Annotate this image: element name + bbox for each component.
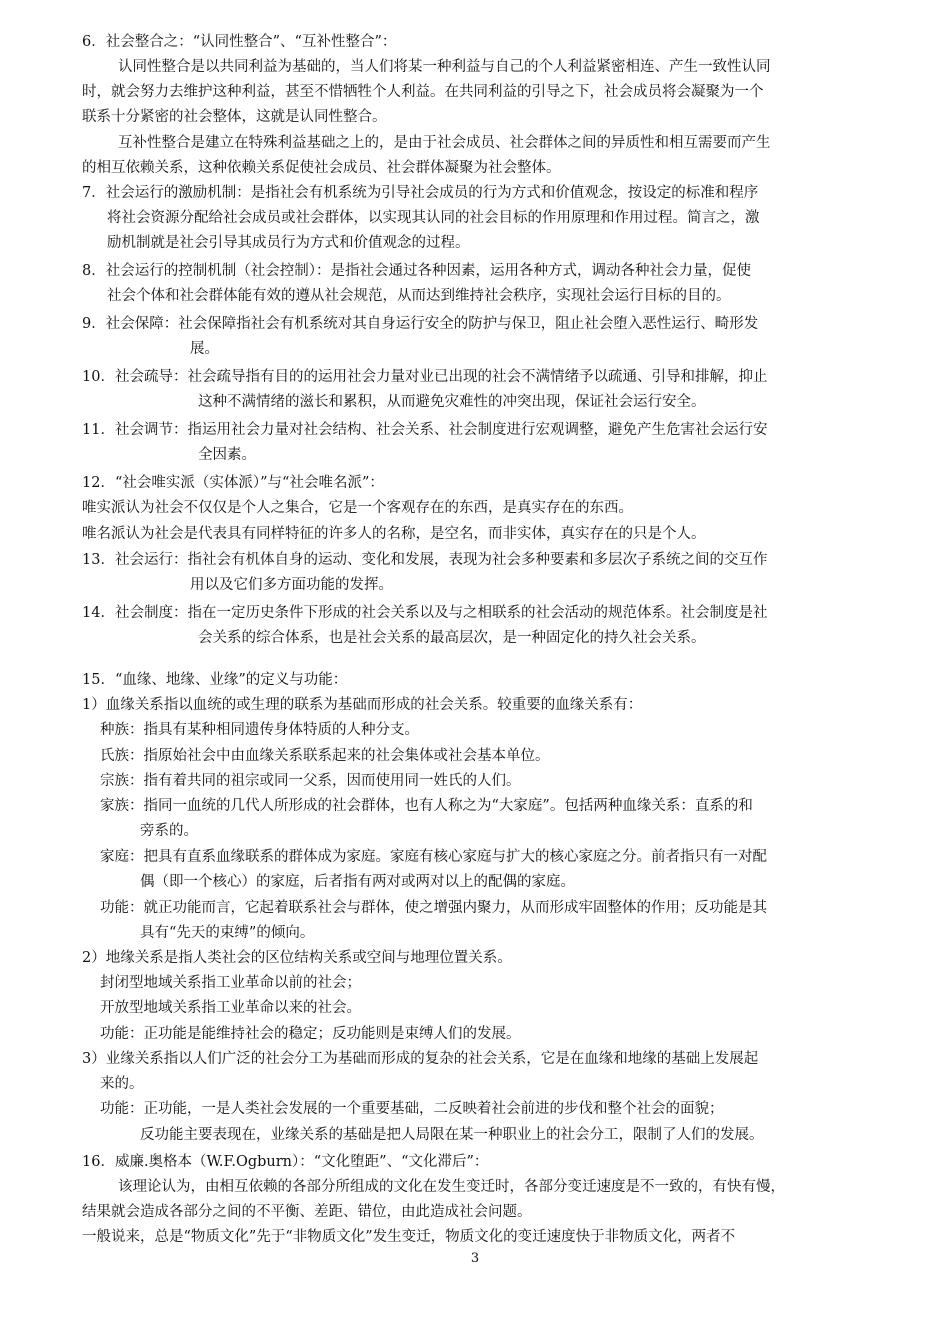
text-line: 功能：正功能是能维持社会的稳定；反功能则是束缚人们的发展。 — [100, 1026, 521, 1042]
text-line: 家庭：把具有直系血缘联系的群体成为家庭。家庭有核心家庭与扩大的核心家庭之分。前者指只有一对配 — [100, 849, 767, 865]
text-line: 将社会资源分配给社会成员或社会群体，以实现其认同的社会目标的作用原理和作用过程。简言之，激 — [107, 210, 760, 226]
page-number: 3 — [470, 1251, 480, 1266]
text-line: 结果就会造成各部分之间的不平衡、差距、错位，由此造成社会问题。 — [82, 1204, 532, 1220]
text-line: 反功能主要表现在，业缘关系的基础是把人局限在某一种职业上的社会分工，限制了人们的发展。 — [140, 1127, 764, 1143]
text-line: 来的。 — [100, 1076, 144, 1092]
text-line: 宗族：指有着共同的祖宗或同一父系，因而使用同一姓氏的人们。 — [100, 773, 521, 789]
text-line: 1）血缘关系指以血统的或生理的联系为基础而形成的社会关系。较重要的血缘关系有： — [82, 697, 643, 713]
text-line: 会关系的综合体系，也是社会关系的最高层次，是一种固定化的持久社会关系。 — [198, 630, 706, 646]
text-line: 社会个体和社会群体能有效的遵从社会规范，从而达到维持社会秩序，实现社会运行目标的目的。 — [107, 288, 731, 304]
text-line: 10．社会疏导：社会疏导指有目的的运用社会力量对业已出现的社会不满情绪予以疏通、引导和排解，抑止 — [82, 369, 768, 385]
text-line: 11．社会调节：指运用社会力量对社会结构、社会关系、社会制度进行宏观调整，避免产生危害社会运行安 — [82, 422, 768, 438]
text-line: 时，就会努力去维护这种利益，甚至不惜牺牲个人利益。在共同利益的引导之下，社会成员将会凝聚为一个 — [82, 84, 764, 100]
text-line: 9．社会保障：社会保障指社会有机系统对其自身运行安全的防护与保卫，阻止社会堕入恶性运行、畸形发 — [82, 316, 759, 332]
text-line: 具有“先天的束缚”的倾向。 — [140, 925, 315, 941]
text-line: 13．社会运行：指社会有机体自身的运动、变化和发展，表现为社会多种要素和多层次子系统之间的交互作 — [82, 552, 768, 568]
text-line: 功能：就正功能而言，它起着联系社会与群体，使之增强内聚力，从而形成牢固整体的作用；反功能是其 — [100, 900, 767, 916]
text-line: 该理论认为，由相互依赖的各部分所组成的文化在发生变迁时，各部分变迁速度是不一致的，有快有慢， — [118, 1179, 785, 1195]
text-line: 一般说来，总是“物质文化”先于“非物质文化”发生变迁，物质文化的变迁速度快于非物质文化，两者不 — [82, 1229, 736, 1245]
text-line: 2）地缘关系是指人类社会的区位结构关系或空间与地理位置关系。 — [82, 950, 512, 966]
text-line: 15．“血缘、地缘、业缘”的定义与功能： — [82, 672, 348, 688]
text-line: 互补性整合是建立在特殊利益基础之上的，是由于社会成员、社会群体之间的异质性和相互需要而产生 — [118, 135, 771, 151]
text-line: 偶（即一个核心）的家庭，后者指有两对或两对以上的配偶的家庭。 — [140, 874, 575, 890]
text-line: 8．社会运行的控制机制（社会控制）：是指社会通过各种因素，运用各种方式，调动各种社会力量，促使 — [82, 263, 751, 279]
text-line: 唯名派认为社会是代表具有同样特征的许多人的名称，是空名，而非实体，真实存在的只是个人。 — [82, 526, 706, 542]
text-line: 励机制就是社会引导其成员行为方式和价值观念的过程。 — [107, 235, 470, 251]
text-line: 这种不满情绪的滋长和累积，从而避免灾难性的冲突出现，保证社会运行安全。 — [198, 394, 706, 410]
text-line: 12．“社会唯实派（实体派）”与“社会唯名派”： — [82, 475, 384, 491]
text-line: 6．社会整合之：“认同性整合”、“互补性整合”： — [82, 34, 397, 50]
text-line: 家族：指同一血统的几代人所形成的社会群体，也有人称之为“大家庭”。包括两种血缘关系：直系的和 — [100, 798, 753, 814]
text-line: 认同性整合是以共同利益为基础的，当人们将某一种利益与自己的个人利益紧密相连、产生一致性认同 — [118, 59, 771, 75]
text-line: 氏族：指原始社会中由血缘关系联系起来的社会集体或社会基本单位。 — [100, 748, 550, 764]
text-line: 7．社会运行的激励机制：是指社会有机系统为引导社会成员的行为方式和价值观念，按设定的标准和程序 — [82, 185, 759, 201]
text-line: 展。 — [190, 341, 219, 357]
text-line: 功能：正功能，一是人类社会发展的一个重要基础，二反映着社会前进的步伐和整个社会的面貌； — [100, 1101, 724, 1117]
text-line: 全因素。 — [198, 447, 256, 463]
text-line: 唯实派认为社会不仅仅是个人之集合，它是一个客观存在的东西，是真实存在的东西。 — [82, 500, 633, 516]
text-line: 种族：指具有某种相同遗传身体特质的人种分支。 — [100, 722, 419, 738]
text-line: 的相互依赖关系，这种依赖关系促使社会成员、社会群体凝聚为社会整体。 — [82, 160, 561, 176]
text-line: 用以及它们多方面功能的发挥。 — [190, 577, 393, 593]
text-line: 联系十分紧密的社会整体，这就是认同性整合。 — [82, 109, 387, 125]
text-line: 旁系的。 — [140, 823, 198, 839]
text-line: 封闭型地域关系指工业革命以前的社会； — [100, 975, 361, 991]
text-line: 3）业缘关系指以人们广泛的社会分工为基础而形成的复杂的社会关系，它是在血缘和地缘的基础上发展起 — [82, 1051, 759, 1067]
text-line: 开放型地域关系指工业革命以来的社会。 — [100, 1000, 361, 1016]
text-line: 16．威廉.奥格本（W.F.Ogburn）：“文化堕距”、“文化滞后”： — [82, 1154, 489, 1170]
text-line: 14．社会制度：指在一定历史条件下形成的社会关系以及与之相联系的社会活动的规范体系。社会制度是社 — [82, 605, 768, 621]
